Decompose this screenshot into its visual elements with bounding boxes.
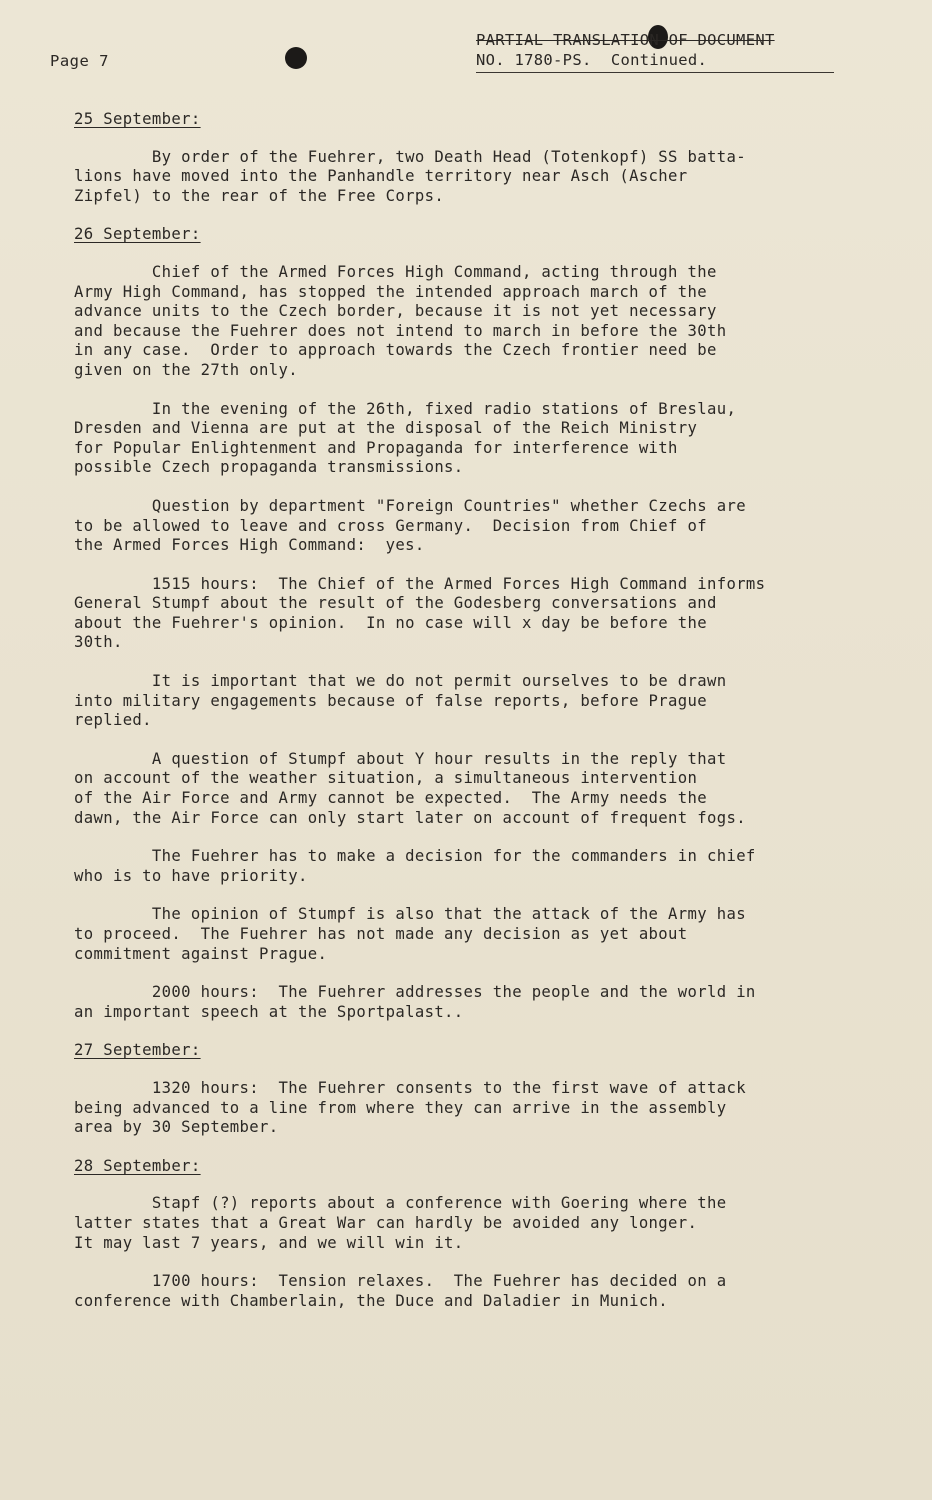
section-27-september (74, 1041, 864, 1137)
paragraph: The Fuehrer has to make a decision for the commanders in chief who is to have priority. (74, 847, 756, 885)
paragraph: Question by department "Foreign Countries" whether Czechs are to be allowed to leave and cross Germany. Decision from Chief of the Armed Forces High Command: yes. (74, 496, 746, 555)
document-body (74, 110, 864, 1330)
section-28-september (74, 1157, 864, 1312)
paragraph: Stapf (?) reports about a conference with Goering where the latter states that a Great War can hardly be avoided any longer. It may last 7 years, and we will win it. (74, 1194, 727, 1252)
paragraph: By order of the Fuehrer, two Death Head (Totenkopf) SS batta- lions have moved into the Panhandle territory near Asch (Ascher Zipfel) to the rear of the Free Corps. (74, 147, 746, 205)
section-date: 26 September: (74, 225, 201, 244)
document-header (476, 30, 834, 73)
paragraph: 1320 hours: The Fuehrer consents to the first wave of attack being advanced to a line from where they can arrive in the assembly area by 30 September. (74, 1078, 746, 1137)
paragraph: Chief of the Armed Forces High Command, acting through the Army High Command, has stopped the intended approach march of the advance units to the Czech border, because it is not yet necessary and because the Fuehrer does not intend to march in before the 30th in any case. Order to approach towards the Czech frontier need be given on the 27th only. (74, 262, 727, 379)
header-rule (476, 72, 834, 73)
paragraph: 1515 hours: The Chief of the Armed Forces High Command informs General Stumpf about the result of the Godesberg conversations and about the Fuehrer's opinion. In no case will x day be before the 30th. (74, 574, 766, 652)
document-number: NO. 1780-PS. Continued. (476, 51, 708, 69)
section-25-september (74, 110, 864, 206)
paragraph: 2000 hours: The Fuehrer addresses the people and the world in an important speech at the Sportpalast.. (74, 983, 756, 1021)
paragraph: A question of Stumpf about Y hour results in the reply that on account of the weather situation, a simultaneous intervention of the Air Force and Army cannot be expected. The Army needs the dawn, the Air Force can only start later on account of frequent fogs. (74, 749, 746, 827)
paragraph: 1700 hours: Tension relaxes. The Fuehrer has decided on a conference with Chamberlain, the Duce and Daladier in Munich. (74, 1272, 727, 1310)
paragraph: The opinion of Stumpf is also that the attack of the Army has to proceed. The Fuehrer has not made any decision as yet about commitment against Prague. (74, 905, 746, 963)
document-title: PARTIAL TRANSLATION OF DOCUMENT (476, 31, 775, 49)
section-date: 28 September: (74, 1156, 201, 1175)
section-26-september (74, 225, 864, 1022)
page-number: Page 7 (50, 52, 109, 70)
paragraph: In the evening of the 26th, fixed radio stations of Breslau, Dresden and Vienna are put at the disposal of the Reich Ministry for Popular Enlightenment and Propaganda for interference with possible Czech propaganda transmissions. (74, 399, 737, 477)
section-date: 25 September: (74, 110, 201, 128)
paragraph: It is important that we do not permit ourselves to be drawn into military engagements because of false reports, before Prague replied. (74, 672, 727, 730)
section-date: 27 September: (74, 1041, 201, 1060)
punch-hole (285, 47, 307, 69)
